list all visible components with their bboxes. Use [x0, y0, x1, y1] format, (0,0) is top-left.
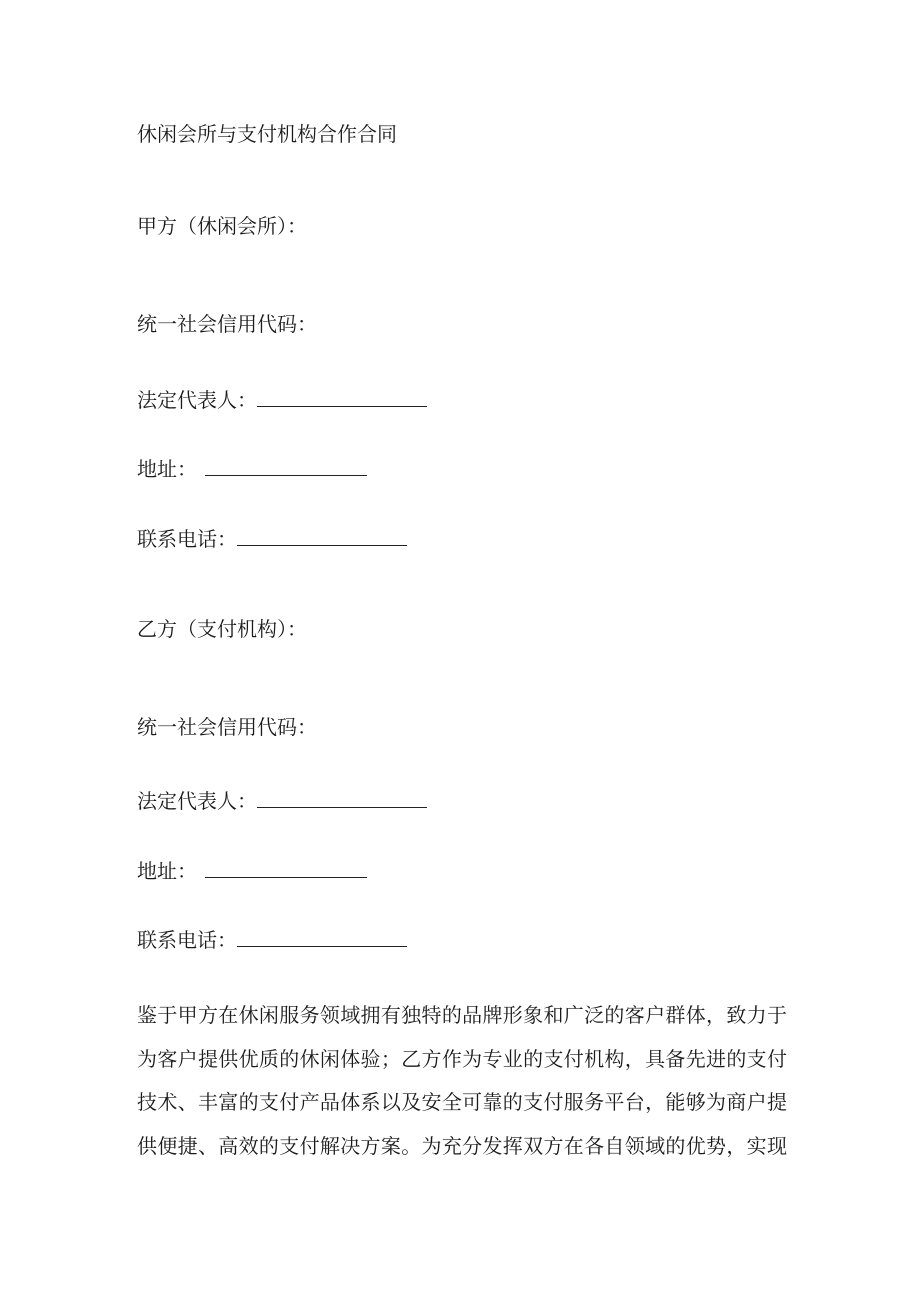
party-a-address-label: 地址：	[137, 457, 197, 481]
party-a-legal-rep-label: 法定代表人：	[137, 388, 257, 412]
party-a-credit-code-label: 统一社会信用代码：	[137, 312, 317, 336]
party-b-heading: 乙方（支付机构）：	[137, 617, 307, 641]
preamble-line: 为客户提供优质的休闲体验；乙方作为专业的支付机构，具备先进的支付	[137, 1046, 787, 1071]
party-b-address-blank	[205, 857, 367, 878]
party-a-legal-rep-row	[137, 386, 427, 414]
party-b-phone-blank	[237, 926, 407, 947]
preamble-line: 鉴于甲方在休闲服务领域拥有独特的品牌形象和广泛的客户群体，致力于	[137, 1003, 787, 1027]
preamble-line: 技术、丰富的支付产品体系以及安全可靠的支付服务平台，能够为商户提	[137, 1090, 787, 1114]
party-a-address-blank	[205, 455, 367, 476]
party-b-credit-code-label: 统一社会信用代码：	[137, 715, 317, 739]
preamble-paragraph	[137, 994, 787, 1168]
party-a-phone-blank	[237, 525, 407, 546]
party-b-legal-rep-blank	[257, 787, 427, 808]
document-title: 休闲会所与支付机构合作合同	[137, 122, 397, 146]
party-a-heading: 甲方（休闲会所）：	[137, 214, 307, 238]
party-b-phone-label: 联系电话：	[137, 928, 237, 952]
party-a-address-row	[137, 455, 367, 483]
party-b-legal-rep-row	[137, 787, 427, 815]
party-b-legal-rep-label: 法定代表人：	[137, 789, 257, 813]
party-b-phone-row	[137, 926, 407, 954]
party-b-address-label: 地址：	[137, 859, 197, 883]
party-b-address-row	[137, 857, 367, 885]
preamble-line: 供便捷、高效的支付解决方案。为充分发挥双方在各自领域的优势，实现	[137, 1133, 787, 1158]
party-a-phone-row	[137, 525, 407, 553]
party-a-legal-rep-blank	[257, 386, 427, 407]
party-a-phone-label: 联系电话：	[137, 527, 237, 551]
